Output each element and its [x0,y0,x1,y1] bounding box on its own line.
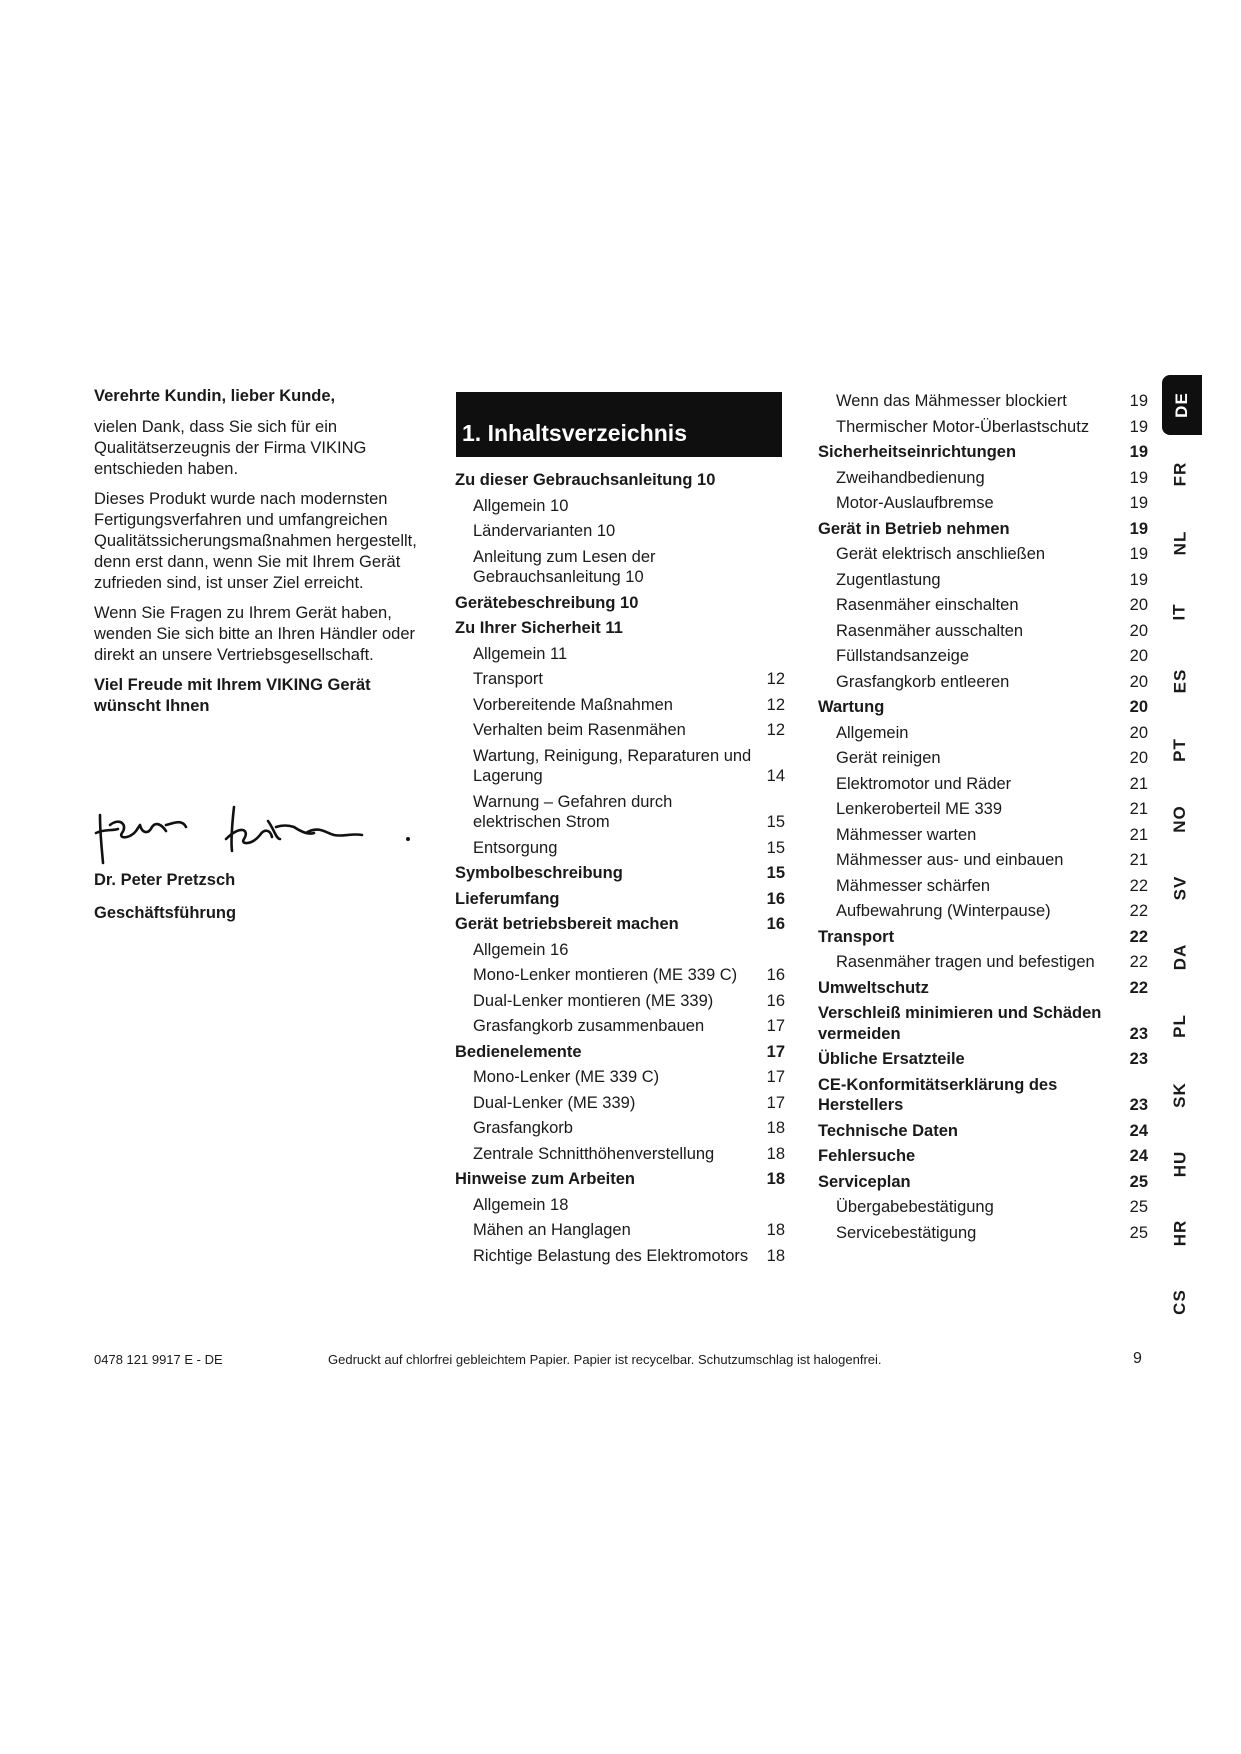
toc-subsection-entry [455,965,785,986]
handwritten-signature [94,795,424,865]
toc-subsection-entry [818,850,1148,871]
toc-subsection-entry [455,838,785,859]
toc-entry-title: Aufbewahrung (Winterpause) [836,902,1051,920]
toc-entry-title: Bedienelemente [455,1042,582,1061]
toc-subsection-entry [455,1144,785,1165]
language-tab-pt[interactable] [1162,720,1198,780]
language-tab-label: SK [1170,1082,1189,1108]
toc-section-entry [455,1042,785,1063]
toc-column-right [818,391,1148,1248]
toc-section-entry [455,618,785,639]
toc-subsection-entry [818,901,1148,922]
letter-paragraph: Wenn Sie Fragen zu Ihrem Gerät haben, wenden Sie sich bitte an Ihren Händler oder direkt an unsere Vertriebsgesellschaft. [94,604,416,664]
toc-entry-page: 15 [766,838,785,857]
toc-entry-title: Mono-Lenker montieren (ME 339 C) [473,966,738,984]
toc-entry-title: CE-Konformitätserklärung des Herstellers [818,1075,1058,1114]
toc-entry-page: 21 [1129,851,1148,869]
toc-entry-page: 21 [1129,774,1148,793]
toc-subsection-entry [818,1223,1148,1244]
toc-subsection-entry [818,876,1148,897]
toc-entry-title: Umweltschutz [818,978,929,997]
language-tab-sv[interactable] [1162,858,1198,918]
toc-entry-page: 14 [766,767,785,785]
letter-paragraph: Dieses Produkt wurde nach modernsten Fertigungsverfahren und umfangreichen Qualitätssicherungsmaßnahmen hergestellt, denn erst dann, wenn Sie mit Ihrem Gerät zufrieden sind, ist unser Ziel erreicht. [94,490,417,592]
toc-subsection-entry [455,746,785,787]
toc-entry-title: Allgemein 16 [473,940,569,959]
language-tabs [1162,375,1198,1335]
toc-entry-page: 19 [1129,494,1148,512]
language-tab-label: CS [1170,1289,1189,1315]
language-tab-nl[interactable] [1162,513,1198,573]
toc-entry-page: 19 [1129,519,1148,538]
toc-entry-page: 18 [766,1119,785,1137]
toc-entry-page: 12 [766,695,785,714]
language-tab-no[interactable] [1162,789,1198,849]
language-tab-label: ES [1170,668,1189,694]
toc-subsection-entry [455,991,785,1012]
language-tab-label: DA [1170,943,1189,971]
toc-entry-title: Übliche Ersatzteile [818,1050,965,1068]
toc-subsection-entry [818,544,1148,565]
letter-greeting: Verehrte Kundin, lieber Kunde, [94,387,336,405]
toc-section-entry [818,1049,1148,1070]
toc-entry-title: Lieferumfang [455,889,560,908]
toc-entry-page: 24 [1129,1147,1148,1165]
toc-entry-title: Verhalten beim Rasenmähen [473,721,686,739]
language-tab-label: DE [1172,392,1191,418]
toc-entry-page: 19 [1129,443,1148,461]
toc-section-entry [818,442,1148,463]
toc-entry-title: Thermischer Motor-Überlastschutz [836,417,1090,436]
toc-entry-title: Übergabebestätigung [836,1198,994,1216]
toc-subsection-entry [818,799,1148,820]
toc-entry-title: Allgemein 18 [473,1195,569,1214]
language-tab-hr[interactable] [1162,1203,1198,1263]
toc-entry-title: Motor-Auslaufbremse [836,494,994,512]
footer-note: Gedruckt auf chlorfrei gebleichtem Papier. Papier ist recycelbar. Schutzumschlag ist halogenfrei. [328,1352,882,1367]
language-tab-label: HU [1170,1150,1189,1178]
toc-entry-title: Gerätebeschreibung 10 [455,593,639,612]
toc-subsection-entry [455,521,785,542]
language-tab-fr[interactable] [1162,444,1198,504]
toc-entry-title: Sicherheitseinrichtungen [818,443,1017,461]
toc-entry-title: Technische Daten [818,1121,958,1140]
toc-entry-page: 17 [766,1017,785,1035]
language-tab-da[interactable] [1162,927,1198,987]
toc-entry-title: Grasfangkorb entleeren [836,672,1010,691]
toc-entry-title: Allgemein [836,723,909,742]
toc-entry-page: 25 [1129,1198,1148,1216]
toc-entry-page: 19 [1129,545,1148,563]
toc-section-entry [818,1121,1148,1142]
toc-entry-page: 18 [766,1246,785,1265]
language-tab-cs[interactable] [1162,1272,1198,1332]
language-tab-label: NO [1170,805,1189,833]
signer-role: Geschäftsführung [94,904,237,922]
language-tab-label: SV [1170,875,1189,901]
toc-section-entry [818,697,1148,718]
toc-section-entry [818,1146,1148,1167]
toc-entry-page: 20 [1129,672,1148,691]
toc-entry-page: 25 [1129,1172,1148,1191]
toc-entry-title: Mähmesser warten [836,825,977,844]
letter-closing: Viel Freude mit Ihrem VIKING Gerät wünscht Ihnen [94,676,371,715]
toc-subsection-entry [455,1118,785,1139]
toc-entry-page: 20 [1129,596,1148,614]
toc-section-entry [818,519,1148,540]
toc-section-entry [818,927,1148,948]
toc-subsection-entry [455,1220,785,1241]
toc-entry-page: 20 [1129,698,1148,716]
toc-entry-page: 17 [766,1068,785,1086]
toc-entry-page: 18 [766,1170,785,1188]
toc-entry-title: Fehlersuche [818,1147,916,1165]
toc-subsection-entry [818,621,1148,642]
toc-entry-title: Elektromotor und Räder [836,774,1012,793]
toc-subsection-entry [455,496,785,517]
toc-entry-page: 19 [1129,468,1148,487]
toc-entry-page: 17 [766,1042,785,1061]
toc-subsection-entry [818,570,1148,591]
language-tab-label: PT [1169,738,1189,762]
toc-subsection-entry [818,646,1148,667]
toc-entry-title: Zu Ihrer Sicherheit 11 [455,619,623,637]
toc-entry-title: Lenkeroberteil ME 339 [836,800,1003,818]
toc-subsection-entry [455,669,785,690]
toc-subsection-entry [455,1093,785,1114]
toc-entry-title: Transport [473,670,543,688]
toc-subsection-entry [818,417,1148,438]
toc-entry-title: Ländervarianten 10 [473,522,616,540]
toc-entry-title: Zugentlastung [836,570,941,589]
toc-entry-title: Mähmesser schärfen [836,876,991,895]
toc-entry-page: 19 [1129,417,1148,436]
toc-entry-title: Zu dieser Gebrauchsanleitung 10 [455,471,716,489]
signer-name: Dr. Peter Pretzsch [94,871,236,889]
toc-entry-title: Dual-Lenker (ME 339) [473,1093,636,1112]
toc-entry-title: Symbolbeschreibung [455,864,623,882]
toc-section-entry [818,1172,1148,1193]
toc-entry-page: 19 [1129,392,1148,410]
toc-entry-title: Transport [818,927,895,946]
toc-subsection-entry [818,595,1148,616]
toc-subsection-entry [818,825,1148,846]
toc-subsection-entry [455,1016,785,1037]
toc-entry-title: Verschleiß minimieren und Schäden vermeiden [818,1004,1102,1043]
toc-entry-page: 16 [766,966,785,984]
toc-entry-title: Wenn das Mähmesser blockiert [836,392,1067,410]
toc-subsection-entry [818,468,1148,489]
toc-subsection-entry [818,774,1148,795]
toc-entry-title: Richtige Belastung des Elektromotors [473,1246,749,1265]
toc-entry-title: Rasenmäher ausschalten [836,621,1024,640]
toc-header-bar [456,392,782,457]
toc-subsection-entry [818,493,1148,514]
toc-entry-page: 23 [1129,1050,1148,1068]
page-number: 9 [1133,1350,1142,1367]
toc-subsection-entry [818,1197,1148,1218]
toc-entry-title: Serviceplan [818,1172,911,1191]
toc-entry-page: 16 [766,889,785,908]
letter-paragraph: vielen Dank, dass Sie sich für ein Qualitätserzeugnis der Firma VIKING entschieden haben. [94,418,367,478]
toc-entry-title: Grasfangkorb [473,1119,573,1137]
toc-entry-page: 12 [766,670,785,688]
toc-entry-page: 22 [1129,953,1148,971]
language-tab-label: NL [1169,530,1189,556]
toc-entry-page: 18 [766,1221,785,1239]
toc-entry-page: 22 [1129,876,1148,895]
toc-entry-page: 12 [766,721,785,739]
footer-doc-number: 0478 121 9917 E - DE [94,1352,223,1367]
toc-entry-title: Rasenmäher einschalten [836,596,1019,614]
toc-entry-title: Gerät in Betrieb nehmen [818,519,1010,538]
toc-entry-page: 23 [1129,1096,1148,1114]
language-tab-it[interactable] [1162,582,1198,642]
toc-entry-title: Vorbereitende Maßnahmen [473,695,673,714]
toc-entry-title: Grasfangkorb zusammenbauen [473,1017,705,1035]
toc-column-middle [455,470,785,1271]
language-tab-pl[interactable] [1162,996,1198,1056]
toc-section-entry [455,863,785,884]
toc-entry-page: 22 [1129,927,1148,946]
toc-subsection-entry [455,695,785,716]
toc-entry-title: Mähmesser aus- und einbauen [836,851,1064,869]
language-tab-hu[interactable] [1162,1134,1198,1194]
language-tab-es[interactable] [1162,651,1198,711]
toc-entry-page: 22 [1129,978,1148,997]
toc-entry-title: Gerät elektrisch anschließen [836,545,1046,563]
language-tab-de[interactable] [1162,375,1202,435]
toc-title: 1. Inhaltsverzeichnis [462,420,687,446]
toc-entry-page: 15 [766,864,785,882]
toc-subsection-entry [818,952,1148,973]
language-tab-label: HR [1170,1219,1189,1247]
language-tab-label: IT [1169,603,1189,621]
toc-entry-page: 22 [1129,902,1148,920]
language-tab-sk[interactable] [1162,1065,1198,1125]
toc-entry-page: 17 [766,1093,785,1112]
toc-subsection-entry [818,391,1148,412]
toc-section-entry [455,889,785,910]
toc-entry-title: Gerät betriebsbereit machen [455,915,679,933]
toc-entry-title: Wartung [818,698,885,716]
toc-entry-page: 20 [1129,749,1148,767]
toc-entry-title: Füllstandsanzeige [836,647,969,665]
toc-entry-page: 21 [1129,825,1148,844]
toc-section-entry [818,1003,1148,1044]
toc-entry-page: 25 [1129,1223,1148,1242]
toc-subsection-entry [818,748,1148,769]
toc-entry-page: 23 [1129,1024,1148,1043]
toc-entry-page: 15 [766,813,785,831]
toc-subsection-entry [455,792,785,833]
toc-entry-title: Allgemein 10 [473,496,569,515]
toc-section-entry [455,470,785,491]
toc-entry-page: 19 [1129,570,1148,589]
toc-entry-title: Hinweise zum Arbeiten [455,1170,636,1188]
toc-subsection-entry [455,1246,785,1267]
toc-subsection-entry [455,940,785,961]
toc-subsection-entry [818,723,1148,744]
toc-section-entry [455,1169,785,1190]
language-tab-label: FR [1169,461,1189,487]
letter-block [94,386,424,717]
toc-entry-title: Anleitung zum Lesen der Gebrauchsanleitung 10 [473,547,656,586]
toc-entry-page: 24 [1129,1121,1148,1140]
toc-subsection-entry [455,720,785,741]
toc-entry-title: Zweihandbedienung [836,468,985,487]
toc-entry-title: Rasenmäher tragen und befestigen [836,953,1095,971]
toc-entry-title: Dual-Lenker montieren (ME 339) [473,991,714,1010]
toc-subsection-entry [818,672,1148,693]
toc-subsection-entry [455,1195,785,1216]
toc-entry-page: 16 [766,991,785,1010]
toc-entry-title: Mähen an Hanglagen [473,1221,631,1239]
toc-entry-title: Entsorgung [473,838,558,857]
toc-entry-title: Allgemein 11 [473,644,568,663]
toc-entry-title: Mono-Lenker (ME 339 C) [473,1068,660,1086]
toc-entry-page: 20 [1129,723,1148,742]
toc-entry-title: Wartung, Reinigung, Reparaturen und Lagerung [473,746,752,785]
toc-entry-page: 16 [766,915,785,933]
toc-section-entry [455,914,785,935]
toc-entry-page: 21 [1129,800,1148,818]
toc-entry-title: Gerät reinigen [836,749,941,767]
toc-subsection-entry [455,547,785,588]
language-tab-label: PL [1169,1014,1189,1038]
toc-section-entry [818,978,1148,999]
toc-subsection-entry [455,644,785,665]
toc-entry-page: 20 [1129,647,1148,665]
toc-entry-page: 18 [766,1144,785,1163]
toc-entry-title: Zentrale Schnitthöhenverstellung [473,1144,715,1163]
toc-section-entry [455,593,785,614]
toc-entry-title: Warnung – Gefahren durch elektrischen Strom [473,792,673,831]
toc-section-entry [818,1075,1148,1116]
toc-entry-page: 20 [1129,621,1148,640]
toc-entry-title: Servicebestätigung [836,1223,977,1242]
toc-subsection-entry [455,1067,785,1088]
